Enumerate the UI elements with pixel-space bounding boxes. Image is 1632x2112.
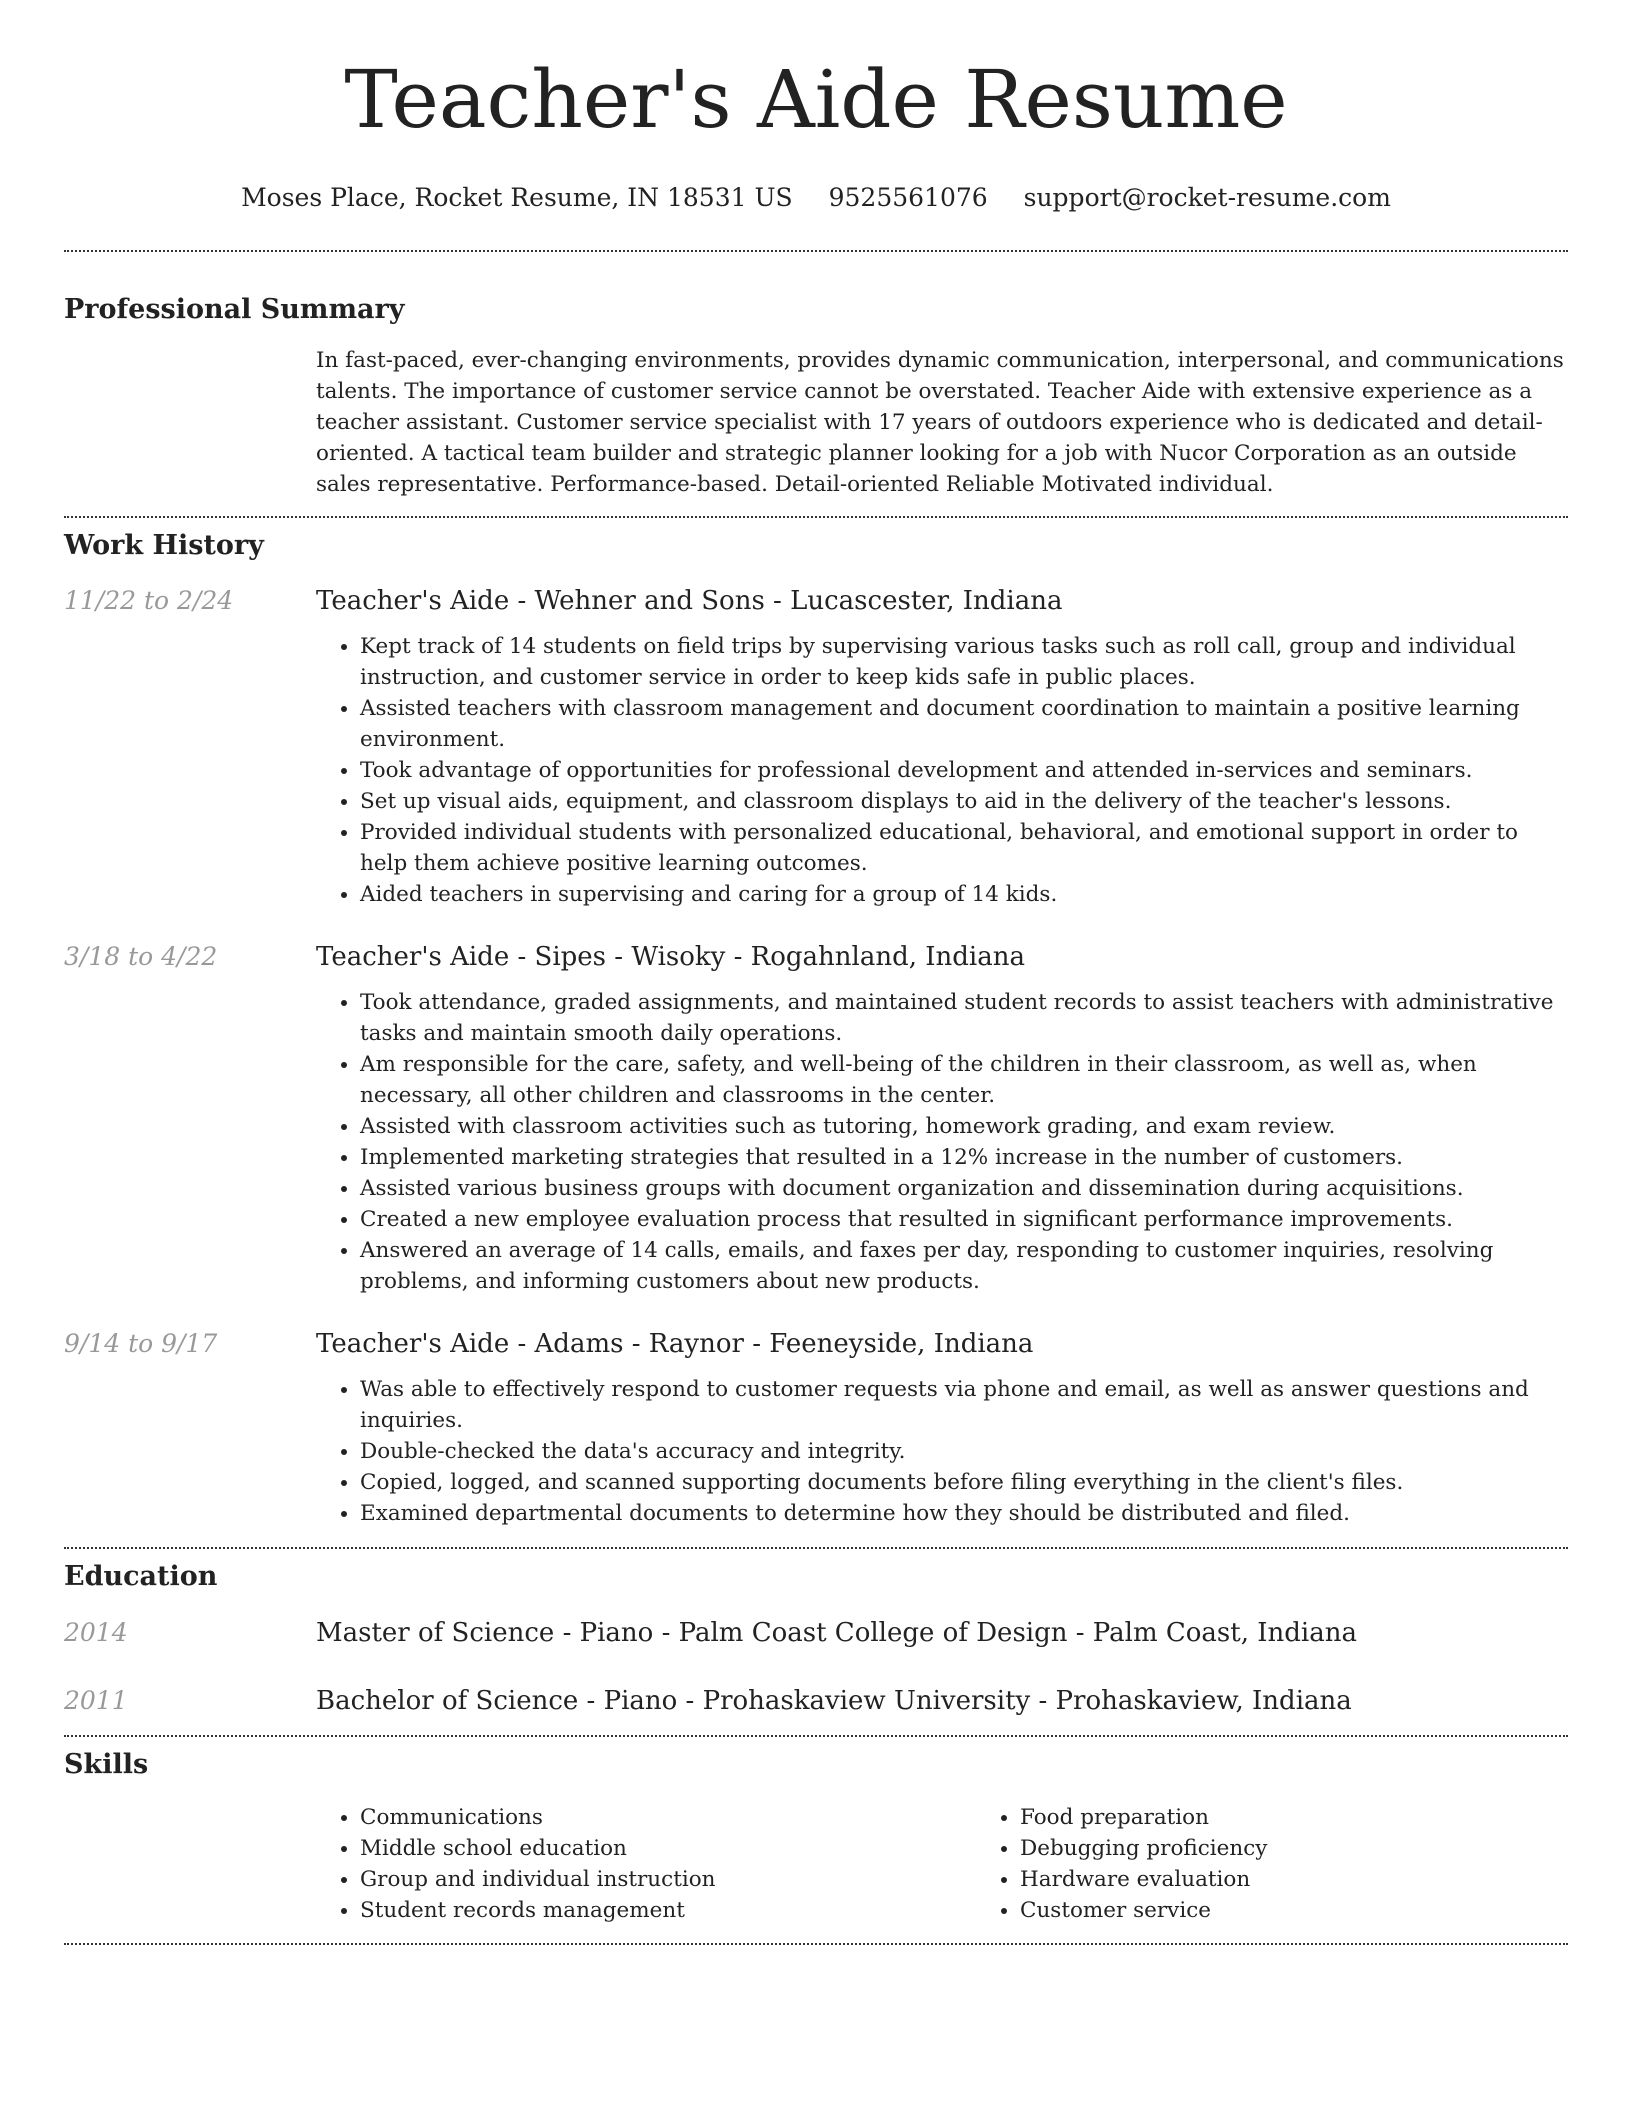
skills-list-left bbox=[316, 1802, 976, 1926]
education-entry bbox=[64, 1684, 1568, 1718]
list-item: • Examined departmental documents to determine how they should be distributed and filed. bbox=[360, 1498, 1568, 1529]
job-title: Teacher's Aide - Wehner and Sons - Lucascester, Indiana bbox=[316, 586, 1063, 616]
job-bullets bbox=[316, 631, 1568, 910]
skill-item: • Group and individual instruction bbox=[360, 1864, 976, 1895]
divider bbox=[64, 1943, 1568, 1945]
skill-item: • Debugging proficiency bbox=[1020, 1833, 1632, 1864]
divider bbox=[64, 516, 1568, 518]
job-entry bbox=[64, 584, 1568, 910]
work-history-section bbox=[64, 528, 1568, 1529]
divider bbox=[64, 1735, 1568, 1737]
skills-list-right bbox=[976, 1802, 1632, 1926]
skill-item: • Hardware evaluation bbox=[1020, 1864, 1632, 1895]
resume-title: Teacher's Aide Resume bbox=[344, 53, 1288, 146]
skills-section bbox=[64, 1747, 1568, 1926]
list-item: • Implemented marketing strategies that resulted in a 12% increase in the number of customers. bbox=[360, 1142, 1568, 1173]
education-entry bbox=[64, 1616, 1568, 1650]
contact-address: Moses Place, Rocket Resume, IN 18531 US bbox=[241, 183, 793, 212]
summary-text: In fast-paced, ever-changing environments, provides dynamic communication, interpersonal, and communications talents. The importance of customer service cannot be overstated. Teacher Aide with extensive experience as a teacher assistant. Customer service specialist with 17 years of outdoors experience who is dedicated and detail-oriented. A tactical team builder and strategic planner looking for a job with Nucor Corporation as an outside sales representative. Performance-based. Detail-oriented Reliable Motivated individual. bbox=[316, 348, 1564, 497]
section-heading-education: Education bbox=[64, 1561, 218, 1592]
job-dates: 11/22 to 2/24 bbox=[64, 586, 234, 615]
skill-item: • Middle school education bbox=[360, 1833, 976, 1864]
list-item: • Double-checked the data's accuracy and integrity. bbox=[360, 1436, 1568, 1467]
skill-item: • Communications bbox=[360, 1802, 976, 1833]
list-item: • Took advantage of opportunities for professional development and attended in-services and seminars. bbox=[360, 755, 1568, 786]
education-section bbox=[64, 1559, 1568, 1718]
contact-email: support@rocket-resume.com bbox=[1023, 183, 1391, 212]
education-year: 2014 bbox=[64, 1618, 128, 1647]
job-entry bbox=[64, 1327, 1568, 1529]
job-dates: 9/14 to 9/17 bbox=[64, 1329, 218, 1358]
summary-section bbox=[64, 292, 1568, 500]
section-heading-summary: Professional Summary bbox=[64, 294, 405, 325]
divider bbox=[64, 250, 1568, 252]
list-item: • Am responsible for the care, safety, and well-being of the children in their classroom, as well as, when necessary, all other children and classrooms in the center. bbox=[360, 1049, 1568, 1111]
list-item: • Took attendance, graded assignments, and maintained student records to assist teachers with administrative tasks and maintain smooth daily operations. bbox=[360, 987, 1568, 1049]
list-item: • Provided individual students with personalized educational, behavioral, and emotional support in order to help them achieve positive learning outcomes. bbox=[360, 817, 1568, 879]
list-item: • Assisted teachers with classroom management and document coordination to maintain a positive learning environment. bbox=[360, 693, 1568, 755]
list-item: • Answered an average of 14 calls, emails, and faxes per day, responding to customer inquiries, resolving problems, and informing customers about new products. bbox=[360, 1235, 1568, 1297]
skill-item: • Customer service bbox=[1020, 1895, 1632, 1926]
job-bullets bbox=[316, 1374, 1568, 1529]
job-title: Teacher's Aide - Adams - Raynor - Feeneyside, Indiana bbox=[316, 1329, 1034, 1359]
list-item: • Aided teachers in supervising and caring for a group of 14 kids. bbox=[360, 879, 1568, 910]
job-dates: 3/18 to 4/22 bbox=[64, 942, 218, 971]
contact-line bbox=[64, 182, 1568, 214]
divider bbox=[64, 1547, 1568, 1549]
section-heading-work: Work History bbox=[64, 530, 264, 561]
list-item: • Copied, logged, and scanned supporting documents before filing everything in the client's files. bbox=[360, 1467, 1568, 1498]
section-heading-skills: Skills bbox=[64, 1749, 149, 1780]
education-degree: Master of Science - Piano - Palm Coast College of Design - Palm Coast, Indiana bbox=[316, 1618, 1357, 1648]
list-item: • Assisted with classroom activities such as tutoring, homework grading, and exam review. bbox=[360, 1111, 1568, 1142]
education-degree: Bachelor of Science - Piano - Prohaskaview University - Prohaskaview, Indiana bbox=[316, 1686, 1352, 1716]
skill-item: • Food preparation bbox=[1020, 1802, 1632, 1833]
job-bullets bbox=[316, 987, 1568, 1297]
list-item: • Created a new employee evaluation process that resulted in significant performance improvements. bbox=[360, 1204, 1568, 1235]
job-title: Teacher's Aide - Sipes - Wisoky - Rogahnland, Indiana bbox=[316, 942, 1025, 972]
list-item: • Was able to effectively respond to customer requests via phone and email, as well as answer questions and inquiries. bbox=[360, 1374, 1568, 1436]
list-item: • Kept track of 14 students on field trips by supervising various tasks such as roll call, group and individual instruction, and customer service in order to keep kids safe in public places. bbox=[360, 631, 1568, 693]
job-entry bbox=[64, 940, 1568, 1297]
list-item: • Assisted various business groups with document organization and dissemination during acquisitions. bbox=[360, 1173, 1568, 1204]
contact-phone: 9525561076 bbox=[828, 183, 988, 212]
list-item: • Set up visual aids, equipment, and classroom displays to aid in the delivery of the teacher's lessons. bbox=[360, 786, 1568, 817]
skill-item: • Student records management bbox=[360, 1895, 976, 1926]
education-year: 2011 bbox=[64, 1686, 128, 1715]
